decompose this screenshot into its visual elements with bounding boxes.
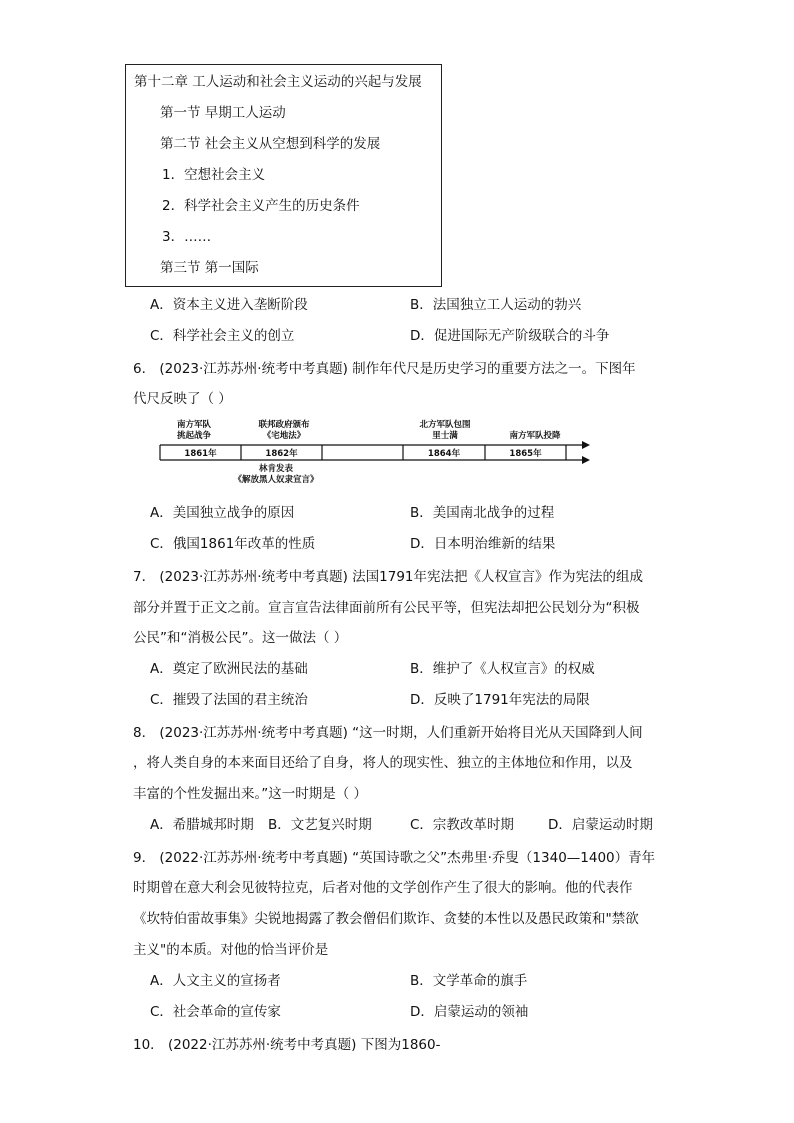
q7-option-d[interactable]: D．反映了1791年宪法的局限 — [410, 692, 590, 708]
outline-section-2: 第二节 社会主义从空想到科学的发展 — [160, 136, 381, 152]
q5-option-a[interactable]: A．资本主义进入垄断阶段 — [150, 297, 308, 313]
q8-option-c[interactable]: C．宗教改革时期 — [410, 817, 514, 833]
q8-stem-line-1: 8． (2023·江苏苏州·统考中考真题) “这一时期，人们重新开始将目光从天国降到人间 — [133, 725, 643, 741]
q6-stem-line-1: 6． (2023·江苏苏州·统考中考真题) 制作年代尺是历史学习的重要方法之一。下图年 — [133, 361, 636, 377]
outline-section-3: 第三节 第一国际 — [160, 260, 259, 276]
q6-option-c[interactable]: C．俄国1861年改革的性质 — [150, 536, 316, 552]
timeline-event-war-start: 南方军队 挑起战争 — [176, 420, 211, 441]
q5-option-d[interactable]: D．促进国际无产阶级联合的斗争 — [410, 328, 610, 344]
q7-option-b[interactable]: B．维护了《人权宣言》的权威 — [410, 661, 595, 677]
q8-option-b[interactable]: B．文艺复兴时期 — [268, 817, 372, 833]
q8-option-d[interactable]: D．启蒙运动时期 — [548, 817, 653, 833]
q7-stem-line-3: 公民”和“消极公民”。这一做法（ ） — [133, 630, 348, 646]
outline-item-1: 1．空想社会主义 — [162, 167, 266, 183]
q9-stem-line-3: 《坎特伯雷故事集》尖锐地揭露了教会僧侣们欺诈、贪婪的本性以及愚民政策和"禁欲 — [133, 911, 639, 927]
q7-option-c[interactable]: C．摧毁了法国的君主统治 — [150, 692, 308, 708]
q5-option-b[interactable]: B．法国独立工人运动的勃兴 — [410, 297, 582, 313]
q9-option-c[interactable]: C．社会革命的宣传家 — [150, 1004, 281, 1020]
q8-stem-line-2: ，将人类自身的本来面目还给了自身，将人的现实性、独立的主体地位和作用，以及 — [133, 755, 633, 771]
outline-item-2: 2．科学社会主义产生的历史条件 — [162, 198, 360, 214]
q8-option-a[interactable]: A．希腊城邦时期 — [150, 817, 254, 833]
timeline-event-emancipation: 林肯发表 《解放黑人奴隶宣言》 — [233, 464, 319, 485]
q9-stem-line-4: 主义"的本质。对他的恰当评价是 — [133, 942, 329, 958]
timeline-year-1865: 1865年 — [509, 449, 542, 459]
q6-option-a[interactable]: A．美国独立战争的原因 — [150, 505, 295, 521]
timeline-event-surrender: 南方军队投降 — [509, 431, 561, 441]
timeline-year-1862: 1862年 — [265, 449, 298, 459]
timeline-year-1864: 1864年 — [427, 449, 461, 459]
q6-option-b[interactable]: B．美国南北战争的过程 — [410, 505, 555, 521]
q10-stem-line-1: 10． (2022·江苏苏州·统考中考真题) 下图为1860- — [133, 1037, 441, 1053]
q8-stem-line-3: 丰富的个性发掘出来。”这一时期是（ ） — [133, 786, 368, 802]
outline-chapter-title: 第十二章 工人运动和社会主义运动的兴起与发展 — [134, 74, 422, 90]
outline-item-3: 3．…… — [162, 229, 212, 245]
q6-option-d[interactable]: D．日本明治维新的结果 — [410, 536, 556, 552]
timeline-event-richmond: 北方军队包围 里士满 — [419, 420, 471, 441]
q5-option-c[interactable]: C．科学社会主义的创立 — [150, 328, 295, 344]
q6-stem-line-2: 代尺反映了（ ） — [133, 391, 232, 407]
q9-stem-line-1: 9． (2022·江苏苏州·统考中考真题) “英国诗歌之父”杰弗里·乔叟（1340—1400）青年 — [133, 850, 656, 866]
timeline-event-homestead: 联邦政府颁布 《宅地法》 — [258, 420, 310, 441]
timeline-year-1861: 1861年 — [184, 449, 217, 459]
q7-stem-line-1: 7． (2023·江苏苏州·统考中考真题) 法国1791年宪法把《人权宣言》作为宪法的组成 — [133, 569, 643, 585]
q9-option-b[interactable]: B．文学革命的旗手 — [410, 973, 528, 989]
q7-option-a[interactable]: A．奠定了欧洲民法的基础 — [150, 661, 308, 677]
q9-option-d[interactable]: D．启蒙运动的领袖 — [410, 1004, 529, 1020]
q9-stem-line-2: 时期曾在意大利会见彼特拉克，后者对他的文学创作产生了很大的影响。他的代表作 — [133, 880, 633, 896]
q9-option-a[interactable]: A．人文主义的宣扬者 — [150, 973, 281, 989]
outline-section-1: 第一节 早期工人运动 — [160, 105, 286, 121]
q7-stem-line-2: 部分并置于正文之前。宣言宣告法律面前所有公民平等，但宪法却把公民划分为“积极 — [133, 600, 640, 616]
